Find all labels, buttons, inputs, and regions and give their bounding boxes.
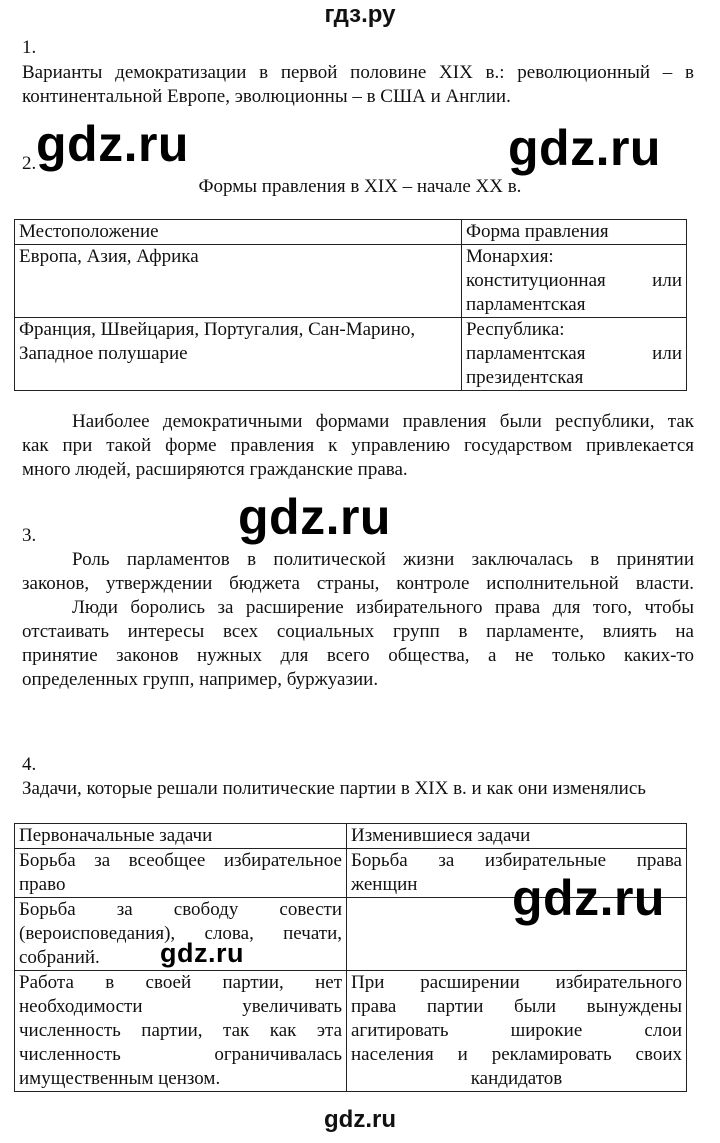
watermark-logo: gdz.ru [508, 120, 661, 176]
table-cell-changed [347, 971, 687, 1092]
q3-number: 3. [22, 525, 37, 546]
q2-conclusion-line-2: как при такой форме правления к управлению государством привлекается [22, 435, 694, 456]
cell-line: парламентская [466, 294, 586, 315]
page-footer: gdz.ru [324, 1106, 396, 1133]
cell-line: парламентская или [466, 343, 682, 364]
cell-line: имущественным цензом. [19, 1068, 221, 1089]
page-header: гдз.ру [324, 1, 396, 28]
table-header-row [15, 824, 687, 849]
table-cell-form [462, 245, 687, 318]
cell-line: права партии были вынуждены [351, 996, 682, 1017]
q1-line-1: Варианты демократизации в первой половине XIX в.: революционный – в [22, 62, 694, 83]
watermark-logo: gdz.ru [160, 938, 244, 968]
table-row [15, 245, 687, 318]
cell-line: Монархия: [466, 246, 554, 267]
cell-line: Европа, Азия, Африка [19, 246, 199, 267]
cell-line: Франция, Швейцария, Португалия, Сан-Марино, [19, 319, 416, 340]
q1-line-2: континентальной Европе, эволюционны – в США и Англии. [22, 86, 511, 107]
table-row [15, 318, 687, 391]
cell-line: необходимости увеличивать [19, 996, 342, 1017]
table-cell-initial [15, 971, 347, 1092]
cell-line: Работа в своей партии, нет [19, 972, 342, 993]
cell-line: президентская [466, 367, 584, 388]
cell-line: собраний. [19, 947, 100, 968]
party-tasks-table [14, 823, 687, 1092]
cell-line: Республика: [466, 319, 565, 340]
cell-line: населения и рекламировать своих [351, 1044, 682, 1065]
cell-line: право [19, 874, 66, 895]
column-header: Форма правления [462, 220, 687, 245]
cell-line: кандидатов [470, 1068, 563, 1089]
q2-conclusion-line-1: Наиболее демократичными формами правления были республики, так [72, 411, 694, 432]
q2-table-title: Формы правления в XIX – начале XX в. [198, 176, 522, 197]
cell-line: конституционная или [466, 270, 682, 291]
table-cell-location [15, 318, 462, 391]
q1-number: 1. [22, 37, 37, 58]
q3-p2-line-3: принятие законов нужных для всего общества, а не только каких-то [22, 645, 694, 666]
column-header: Местоположение [15, 220, 462, 245]
cell-line: женщин [351, 874, 418, 895]
cell-line: численность ограничивалась [19, 1044, 342, 1065]
cell-line: Западное полушарие [19, 343, 188, 364]
cell-line: Борьба за свободу совести [19, 899, 342, 920]
cell-line: агитировать широкие слои [351, 1020, 682, 1041]
column-header: Изменившиеся задачи [347, 824, 687, 849]
q2-number: 2. [22, 153, 37, 174]
forms-of-government-table [14, 219, 687, 391]
cell-line: численность партии, так как эта [19, 1020, 342, 1041]
q2-conclusion-line-3: много людей, расширяются гражданские права. [22, 459, 408, 480]
watermark-logo: gdz.ru [36, 116, 189, 172]
watermark-logo: gdz.ru [512, 870, 665, 926]
q3-p2-line-1: Люди боролись за расширение избирательного права для того, чтобы [72, 597, 694, 618]
table-cell-location [15, 245, 462, 318]
q3-p2-line-2: отстаивать интересы всех социальных групп в парламенте, влиять на [22, 621, 694, 642]
q4-number: 4. [22, 754, 37, 775]
table-row [15, 971, 687, 1092]
table-header-row [15, 220, 687, 245]
cell-line: (вероисповедания), слова, печати, [19, 923, 342, 944]
q4-intro: Задачи, которые решали политические партии в XIX в. и как они изменялись [22, 778, 646, 799]
column-header: Первоначальные задачи [15, 824, 347, 849]
cell-line: При расширении избирательного [351, 972, 682, 993]
table-cell-form [462, 318, 687, 391]
cell-line: Борьба за избирательные права [351, 850, 682, 871]
q3-p1-line-2: законов, утверждении бюджета страны, контроле исполнительной власти. [22, 573, 694, 594]
q3-p1-line-1: Роль парламентов в политической жизни заключалась в принятии [72, 549, 694, 570]
table-cell-initial [15, 849, 347, 898]
q3-p2-line-4: определенных групп, например, буржуазии. [22, 669, 379, 690]
watermark-logo: gdz.ru [238, 489, 391, 545]
cell-line: Борьба за всеобщее избирательное [19, 850, 342, 871]
